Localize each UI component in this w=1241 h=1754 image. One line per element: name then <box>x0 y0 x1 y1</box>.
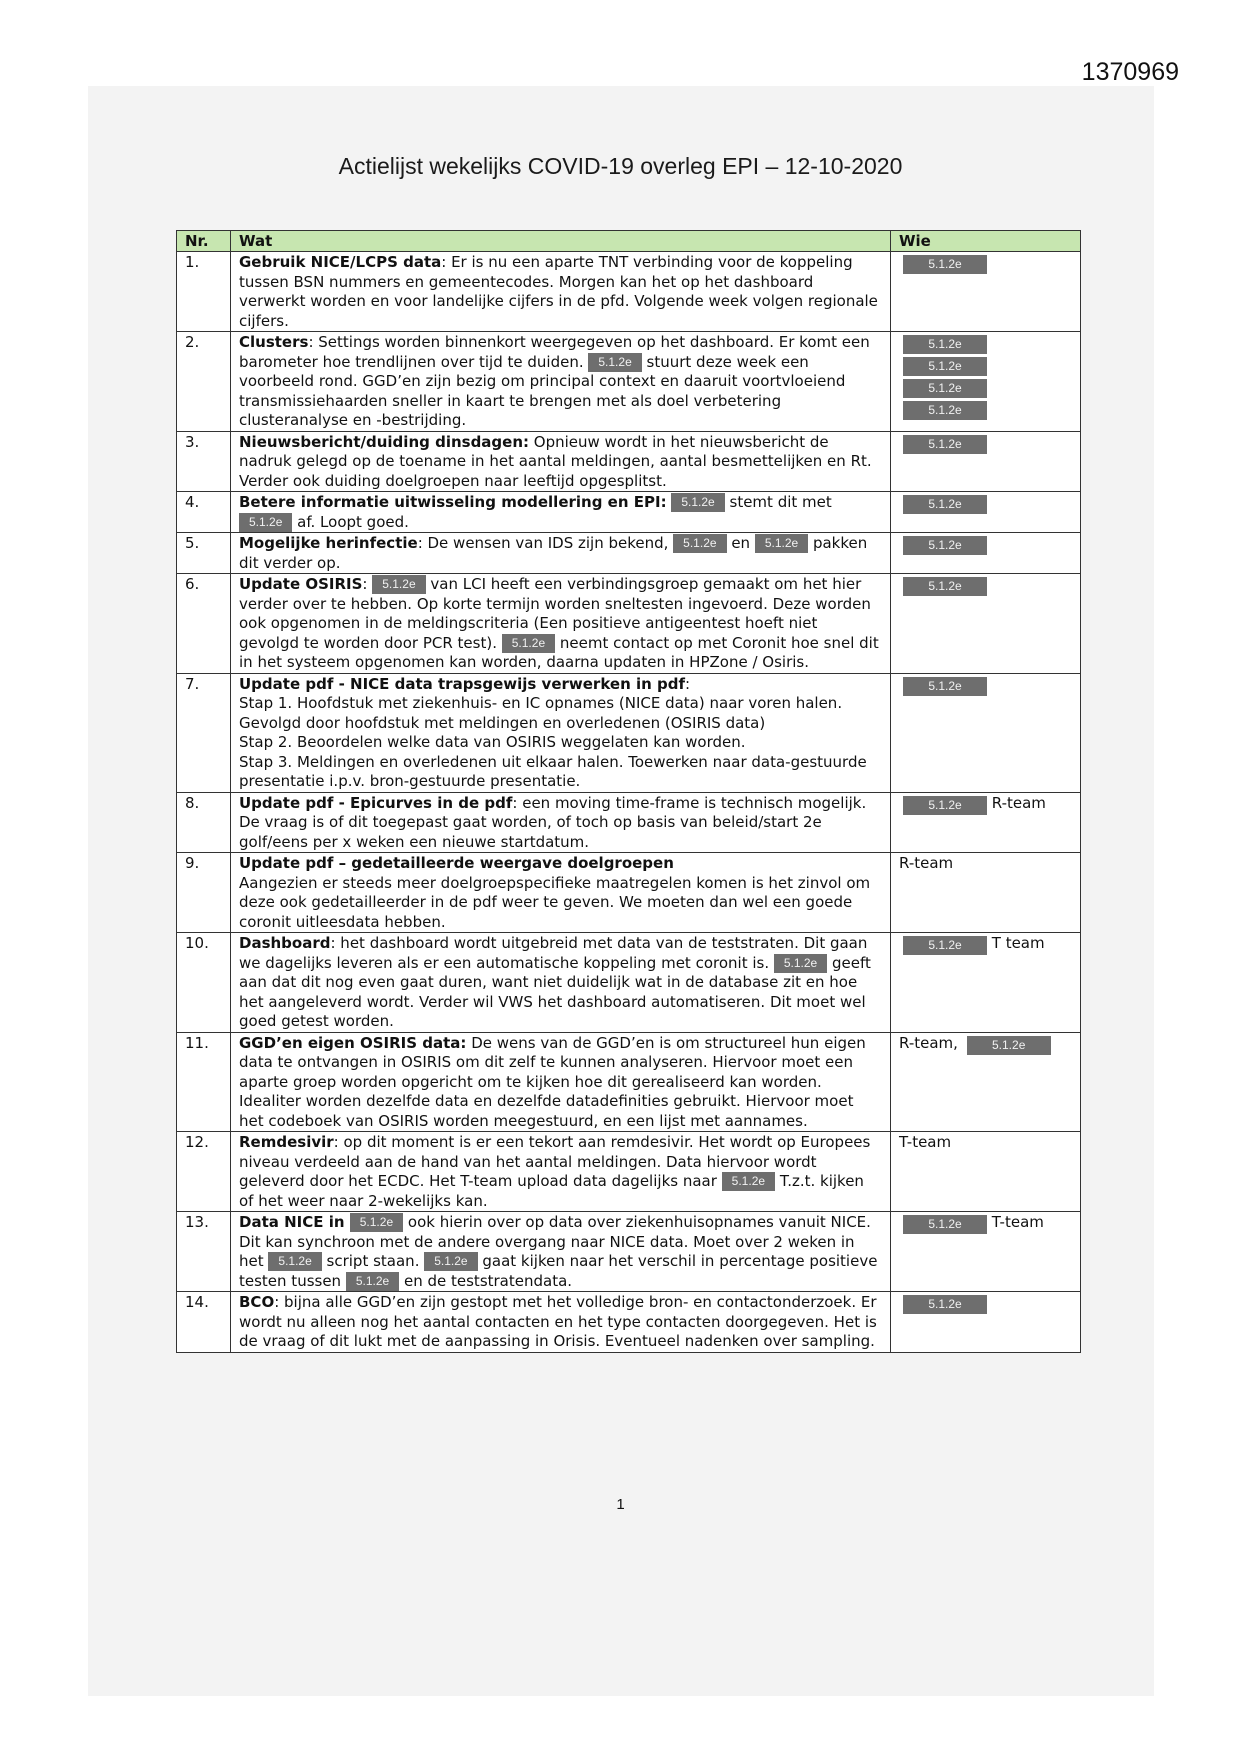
redaction-box: 5.1.2e <box>350 1213 403 1232</box>
row-owner <box>891 853 1081 933</box>
table-row <box>177 853 1081 933</box>
text-segment: Stap 3. Meldingen en overledenen uit elkaar halen. Toewerken naar data-gestuurde presentatie i.p.v. bron-gestuurde presentatie. <box>239 752 867 790</box>
text-segment: T-team <box>987 1213 1044 1231</box>
redaction-box: 5.1.2e <box>424 1252 477 1271</box>
text-segment: R-team, <box>899 1033 963 1052</box>
redaction-box: 5.1.2e <box>903 379 987 398</box>
item-heading: Update pdf - Epicurves in de pdf <box>239 793 513 812</box>
redaction-box: 5.1.2e <box>502 634 555 653</box>
text-segment: R-team <box>987 793 1046 812</box>
row-owner <box>891 1132 1081 1212</box>
table-row <box>177 933 1081 1033</box>
item-heading: Dashboard <box>239 934 331 952</box>
table-row <box>177 332 1081 432</box>
row-number: 4. <box>177 492 231 533</box>
item-heading: Clusters <box>239 333 309 351</box>
text-segment: en de teststratendata. <box>399 1271 573 1290</box>
document-title: Actielijst wekelijks COVID-19 overleg EPI – 12-10-2020 <box>338 153 903 179</box>
table-row <box>177 492 1081 533</box>
item-heading: Update pdf – gedetailleerde weergave doelgroepen <box>239 854 674 872</box>
redaction-box: 5.1.2e <box>372 575 425 594</box>
text-segment: R-team <box>899 854 954 872</box>
row-number: 2. <box>177 332 231 432</box>
redaction-box: 5.1.2e <box>755 534 808 553</box>
text-segment: : Settings worden binnenkort weergegeven op het dashboard. Er komt een barometer hoe trendlijnen over tijd te duiden. <box>239 333 870 371</box>
text-segment: : het dashboard wordt uitgebreid met data van de teststraten. Dit gaan we dagelijks leveren als er een automatische koppeling met coronit is. <box>239 934 868 972</box>
text-segment: ook hierin over op data over ziekenhuisopnames vanuit NICE. Dit kan synchroon met de andere overgang naar NICE data. Moet over 2 weken in het <box>239 1213 871 1270</box>
row-number: 13. <box>177 1212 231 1292</box>
row-description <box>231 1032 891 1132</box>
table-row <box>177 1292 1081 1353</box>
text-segment: Aangezien er steeds meer doelgroepspecifieke maatregelen komen is het zinvol om deze ook gedetailleerder in de pdf weer te geven. We moeten dan wel een goede coronit uitleesdata hebben. <box>239 873 871 931</box>
row-description <box>231 1292 891 1353</box>
row-number: 5. <box>177 533 231 574</box>
redaction-box: 5.1.2e <box>903 435 987 454</box>
text-segment: : bijna alle GGD’en zijn gestopt met het volledige bron- en contactonderzoek. Er wordt nu alleen nog het aantal contacten en het type contacten doorgegeven. Het is de vraag of dit lukt met de aanpassing in Orisis. Eventueel nadenken over sampling. <box>239 1293 877 1350</box>
row-description <box>231 1212 891 1292</box>
table-row <box>177 792 1081 853</box>
row-description <box>231 792 891 853</box>
redaction-box: 5.1.2e <box>903 401 987 420</box>
table-row <box>177 1132 1081 1212</box>
row-number: 14. <box>177 1292 231 1353</box>
redaction-box: 5.1.2e <box>588 353 641 372</box>
row-owner <box>891 792 1081 853</box>
text-segment: : <box>362 575 373 593</box>
text-segment: af. Loopt goed. <box>292 512 409 531</box>
item-heading: GGD’en eigen OSIRIS data: <box>239 1033 467 1052</box>
row-owner <box>891 933 1081 1033</box>
text-segment: neemt contact op met Coronit hoe snel dit in het systeem opgenomen kan worden, daarna updaten in HPZone / Osiris. <box>239 633 879 671</box>
text-segment: gaat kijken naar het verschil in percentage positieve testen tussen <box>239 1252 878 1290</box>
table-row <box>177 673 1081 792</box>
row-description <box>231 332 891 432</box>
page-number: 1 <box>616 1496 625 1513</box>
redaction-box: 5.1.2e <box>903 357 987 376</box>
row-owner <box>891 492 1081 533</box>
row-number: 11. <box>177 1032 231 1132</box>
redaction-box: 5.1.2e <box>903 677 987 696</box>
item-heading: Mogelijke herinfectie <box>239 534 418 552</box>
header-nr: Nr. <box>177 231 231 252</box>
row-number: 7. <box>177 673 231 792</box>
row-description <box>231 933 891 1033</box>
item-heading: Update OSIRIS <box>239 575 363 593</box>
row-owner <box>891 1032 1081 1132</box>
redaction-box: 5.1.2e <box>903 936 987 955</box>
text-segment: De wens van de GGD’en is om structureel hun eigen data te ontvangen in OSIRIS om dit zelf te kunnen analyseren. Hiervoor moet een aparte groep worden opgericht om te kijken hoe dit gerealiseerd kan worden. Idealiter worden dezelfde data en dezelfde datadefinities gebruikt. Hiervoor moet het codeboek van OSIRIS worden meegestuurd, en een lijst met aannames. <box>239 1033 866 1130</box>
row-owner <box>891 431 1081 492</box>
item-heading: Nieuwsbericht/duiding dinsdagen: <box>239 432 530 451</box>
item-heading: Betere informatie uitwisseling modellering en EPI: <box>239 493 667 511</box>
redaction-box: 5.1.2e <box>903 1295 987 1314</box>
row-number: 6. <box>177 574 231 674</box>
row-description <box>231 853 891 933</box>
text-segment: van LCI heeft een verbindingsgroep gemaakt om het hier verder over te hebben. Op korte termijn worden sneltesten ingevoerd. Deze worden ook opgenomen in de meldingscriteria (Een positieve antigeentest hoeft niet gevolgd te worden door PCR test). <box>239 575 871 652</box>
header-wat: Wat <box>231 231 891 252</box>
text-segment: : op dit moment is er een tekort aan remdesivir. Het wordt op Europees niveau verdeeld aan de hand van het aantal meldingen. Data hiervoor wordt geleverd door het ECDC. Het T-team upload data dagelijks naar <box>239 1133 871 1190</box>
text-segment: script staan. <box>321 1252 425 1270</box>
row-owner <box>891 332 1081 432</box>
table-row <box>177 252 1081 332</box>
table-body <box>177 252 1081 1353</box>
text-segment: en <box>726 534 755 552</box>
redaction-box: 5.1.2e <box>268 1252 321 1271</box>
table-row <box>177 1032 1081 1132</box>
row-description <box>231 492 891 533</box>
redaction-box: 5.1.2e <box>903 495 987 514</box>
row-number: 8. <box>177 792 231 853</box>
text-segment: : <box>685 674 691 693</box>
row-owner <box>891 673 1081 792</box>
text-segment: T-team <box>899 1133 952 1151</box>
redaction-box: 5.1.2e <box>903 796 987 815</box>
row-owner <box>891 574 1081 674</box>
row-number: 12. <box>177 1132 231 1212</box>
text-segment: : De wensen van IDS zijn bekend, <box>417 534 674 552</box>
redaction-box: 5.1.2e <box>239 513 292 532</box>
row-description <box>231 252 891 332</box>
action-list-table <box>176 230 1081 1353</box>
redaction-box: 5.1.2e <box>903 255 987 274</box>
row-description <box>231 431 891 492</box>
text-segment: stuurt deze week een voorbeeld rond. GGD’en zijn bezig om principal context en daaruit voortvloeiend transmissiehaarden sneller in kaart te brengen met als doel verbetering clusteranalyse en -bestrijding. <box>239 352 846 429</box>
redaction-box: 5.1.2e <box>903 335 987 354</box>
item-heading: Gebruik NICE/LCPS data <box>239 253 442 271</box>
row-description <box>231 574 891 674</box>
row-description <box>231 533 891 574</box>
text-segment: pakken dit verder op. <box>239 534 868 572</box>
text-segment: Opnieuw wordt in het nieuwsbericht de nadruk gelegd op de toename in het aantal meldingen, aantal besmettelijken en Rt. Verder ook duiding doelgroepen naar leeftijd opgesplitst. <box>239 432 872 490</box>
redaction-box: 5.1.2e <box>671 493 724 512</box>
text-segment: Stap 2. Beoordelen welke data van OSIRIS weggelaten kan worden. <box>239 733 746 751</box>
text-segment: Stap 1. Hoofdstuk met ziekenhuis- en IC opnames (NICE data) naar voren halen. Gevolgd door hoofdstuk met meldingen en overledenen (OSIRIS data) <box>239 694 843 732</box>
table-row <box>177 431 1081 492</box>
table-row <box>177 1212 1081 1292</box>
redaction-box: 5.1.2e <box>903 577 987 596</box>
row-number: 3. <box>177 431 231 492</box>
row-owner <box>891 1212 1081 1292</box>
redaction-box: 5.1.2e <box>903 536 987 555</box>
table-row <box>177 533 1081 574</box>
redaction-box: 5.1.2e <box>673 534 726 553</box>
header-wie: Wie <box>891 231 1081 252</box>
item-heading: Data NICE in <box>239 1213 350 1231</box>
item-heading: Remdesivir <box>239 1133 334 1151</box>
row-owner <box>891 252 1081 332</box>
row-number: 1. <box>177 252 231 332</box>
redaction-box: 5.1.2e <box>346 1272 399 1291</box>
redaction-box: 5.1.2e <box>967 1036 1051 1055</box>
redaction-box: 5.1.2e <box>722 1172 775 1191</box>
text-segment: geeft aan dat dit nog even gaat duren, want niet duidelijk wat in de database zit en hoe het aangeleverd wordt. Verder wil VWS het dashboard automatiseren. Dit moet wel goed getest worden. <box>239 953 871 1030</box>
row-description <box>231 673 891 792</box>
text-segment: : een moving time-frame is technisch mogelijk. De vraag is of dit toegepast gaat worden, of toch op basis van beleid/start 2e golf/eens per x weken een nieuwe startdatum. <box>239 793 867 851</box>
item-heading: BCO <box>239 1293 275 1311</box>
table-row <box>177 574 1081 674</box>
text-segment: T team <box>987 934 1045 952</box>
text-segment: T.z.t. kijken of het weer naar 2-wekelijks kan. <box>239 1172 864 1210</box>
text-segment: stemt dit met <box>724 493 832 511</box>
row-owner <box>891 533 1081 574</box>
document-id: 1370969 <box>1081 58 1179 86</box>
redaction-box: 5.1.2e <box>774 954 827 973</box>
row-description <box>231 1132 891 1212</box>
row-owner <box>891 1292 1081 1353</box>
text-segment: : Er is nu een aparte TNT verbinding voor de koppeling tussen BSN nummers en gemeentecodes. Morgen kan het op het dashboard verwerkt worden en voor landelijke cijfers in de pfd. Volgende week volgen regionale cijfers. <box>239 253 878 330</box>
row-number: 9. <box>177 853 231 933</box>
item-heading: Update pdf - NICE data trapsgewijs verwerken in pdf <box>239 674 686 693</box>
row-number: 10. <box>177 933 231 1033</box>
redaction-box: 5.1.2e <box>903 1215 987 1234</box>
table-header-row <box>177 231 1081 252</box>
